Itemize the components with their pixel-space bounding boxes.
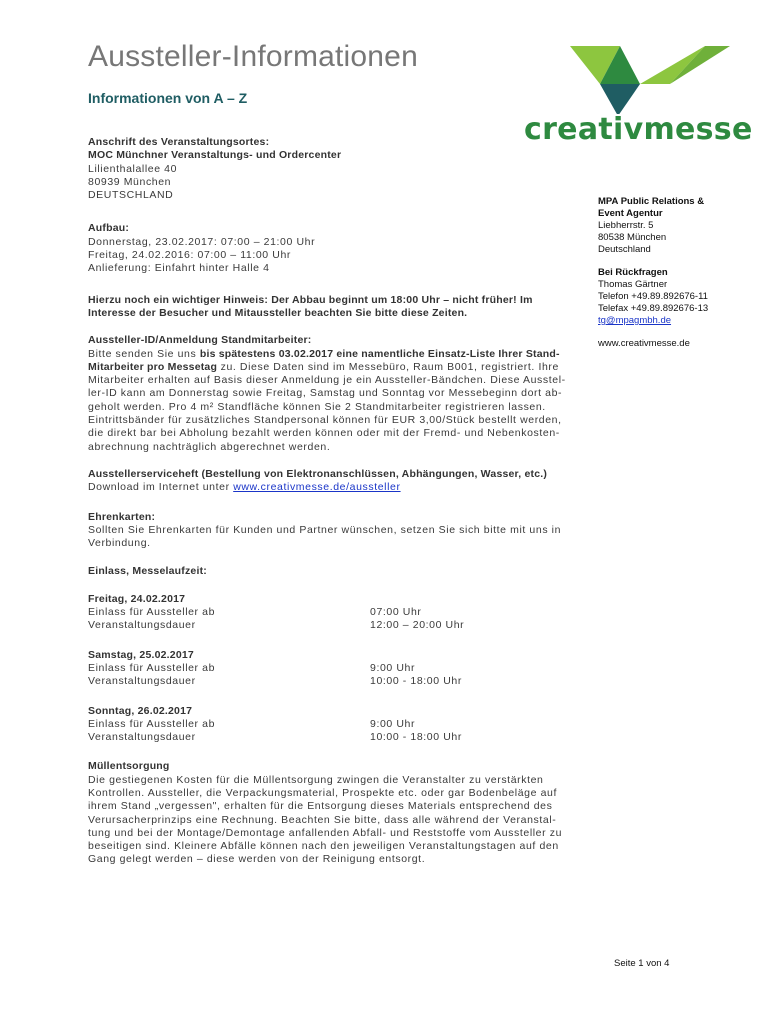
logo-text: creativmesse — [524, 112, 753, 147]
admission-day: Freitag, 24.02.2017 — [88, 592, 186, 605]
staff-text: die direkt bar bei Abholung bezahlt werden können oder mit der Fremd- und Nebenkosten- — [88, 427, 560, 440]
notice-line: Interesse der Besucher und Mitaussteller beachten Sie bitte diese Zeiten. — [88, 306, 468, 319]
admission-row: Veranstaltungsdauer 10:00 - 18:00 Uhr — [88, 731, 462, 744]
page-subtitle: Informationen von A – Z — [88, 90, 248, 106]
staff-text: geholt werden. Pro 4 m² Standfläche können Sie 2 Standmitarbeiter registrieren lassen. — [88, 400, 546, 413]
staff-text: Mitarbeiter pro Messetag zu. Diese Daten sind im Messebüro, Raum B001, registriert. Ihre — [88, 360, 559, 373]
waste-heading: Müllentsorgung — [88, 760, 170, 773]
waste-text: Gang gelegt werden – diese werden von der Reinigung entsorgt. — [88, 853, 426, 866]
admission-row: Einlass für Aussteller ab 07:00 Uhr — [88, 606, 422, 619]
page-title: Aussteller-Informationen — [88, 40, 418, 73]
tickets-text: Verbindung. — [88, 537, 151, 550]
setup-heading: Aufbau: — [88, 222, 130, 235]
service-link[interactable]: www.creativmesse.de/aussteller — [233, 481, 401, 494]
contact-fax: Telefax +49.89.892676-13 — [598, 303, 709, 314]
service-heading: Ausstellerserviceheft (Bestellung von Elektronanschlüssen, Abhängungen, Wasser, etc.) — [88, 467, 548, 480]
notice-line: Hierzu noch ein wichtiger Hinweis: Der Abbau beginnt um 18:00 Uhr – nicht früher! Im — [88, 293, 533, 306]
waste-text: Die gestiegenen Kosten für die Müllentsorgung zwingen die Veranstalter zu verstärkten — [88, 773, 544, 786]
setup-line: Anlieferung: Einfahrt hinter Halle 4 — [88, 262, 270, 275]
agency-name: MPA Public Relations & — [598, 196, 705, 207]
staff-text: Mitarbeiter erhalten auf Basis dieser Anmeldung je ein Aussteller-Bändchen. Diese Ausstel- — [88, 374, 566, 387]
waste-text: ihrem Stand „vergessen", erhalten für die Entsorgung dieses Materials entsprechend des — [88, 800, 553, 813]
venue-city: 80939 München — [88, 175, 172, 188]
contact-heading: Bei Rückfragen — [598, 267, 668, 278]
venue-heading: Anschrift des Veranstaltungsortes: — [88, 136, 270, 148]
contact-email-link[interactable]: tg@mpagmbh.de — [598, 315, 672, 326]
admission-row: Veranstaltungsdauer 10:00 - 18:00 Uhr — [88, 675, 462, 688]
venue-country: DEUTSCHLAND — [88, 189, 174, 202]
agency-country: Deutschland — [598, 244, 651, 255]
staff-text: ler-ID kann am Donnerstag sowie Freitag, Samstag und Sonntag vor Messebeginn dort ab- — [88, 387, 563, 400]
waste-text: beseitigen sind. Kleinere Abfälle können nach den jeweiligen Veranstaltungstagen auf den — [88, 840, 559, 853]
page-number: Seite 1 von 4 — [614, 958, 670, 969]
venue-street: Lilienthalallee 40 — [88, 162, 178, 175]
tickets-heading: Ehrenkarten: — [88, 510, 156, 523]
service-text: Download im Internet unter www.creativmesse.de/aussteller — [88, 481, 401, 494]
admission-row: Einlass für Aussteller ab 9:00 Uhr — [88, 661, 416, 674]
setup-line: Freitag, 24.02.2016: 07:00 – 11:00 Uhr — [88, 249, 291, 262]
sidebar-contact — [598, 196, 738, 350]
tickets-text: Sollten Sie Ehrenkarten für Kunden und Partner wünschen, setzen Sie sich bitte mit uns in — [88, 523, 562, 536]
waste-text: Verursacherprinzips eine Rechnung. Beachten Sie bitte, dass alle während der Veranstal- — [88, 813, 557, 826]
admission-row: Veranstaltungsdauer 12:00 – 20:00 Uhr — [88, 619, 465, 632]
admission-heading: Einlass, Messelaufzeit: — [88, 565, 207, 578]
admission-day: Sonntag, 26.02.2017 — [88, 704, 193, 717]
main-content — [88, 136, 568, 867]
agency-city: 80538 München — [598, 232, 667, 243]
staff-text: Bitte senden Sie uns bis spätestens 03.02.2017 eine namentliche Einsatz-Liste Ihrer Stand- — [88, 347, 560, 360]
waste-text: Kontrollen. Aussteller, die Verpackungsmaterial, Prospekte etc. oder gar Bodenbeläge auf — [88, 786, 557, 799]
contact-phone: Telefon +49.89.892676-11 — [598, 291, 708, 302]
setup-line: Donnerstag, 23.02.2017: 07:00 – 21:00 Uhr — [88, 235, 316, 248]
contact-name: Thomas Gärtner — [598, 279, 668, 290]
agency-name: Event Agentur — [598, 208, 663, 219]
logo-mark-icon — [520, 44, 730, 114]
website-text: www.creativmesse.de — [598, 338, 690, 349]
staff-text: abrechnung nachträglich abgerechnet werden. — [88, 440, 331, 453]
agency-street: Liebherrstr. 5 — [598, 220, 654, 231]
venue-name: MOC Münchner Veranstaltungs- und Ordercenter — [88, 149, 342, 162]
staff-heading: Aussteller-ID/Anmeldung Standmitarbeiter: — [88, 334, 312, 347]
staff-text: Eintrittsbänder für zusätzliches Standpersonal können für EUR 3,00/Stück bestellt werden, — [88, 414, 562, 427]
admission-day: Samstag, 25.02.2017 — [88, 648, 194, 661]
admission-row: Einlass für Aussteller ab 9:00 Uhr — [88, 717, 416, 730]
waste-text: tung und bei der Montage/Demontage anfallenden Abfall- und Reststoffe vom Aussteller zu — [88, 826, 563, 839]
